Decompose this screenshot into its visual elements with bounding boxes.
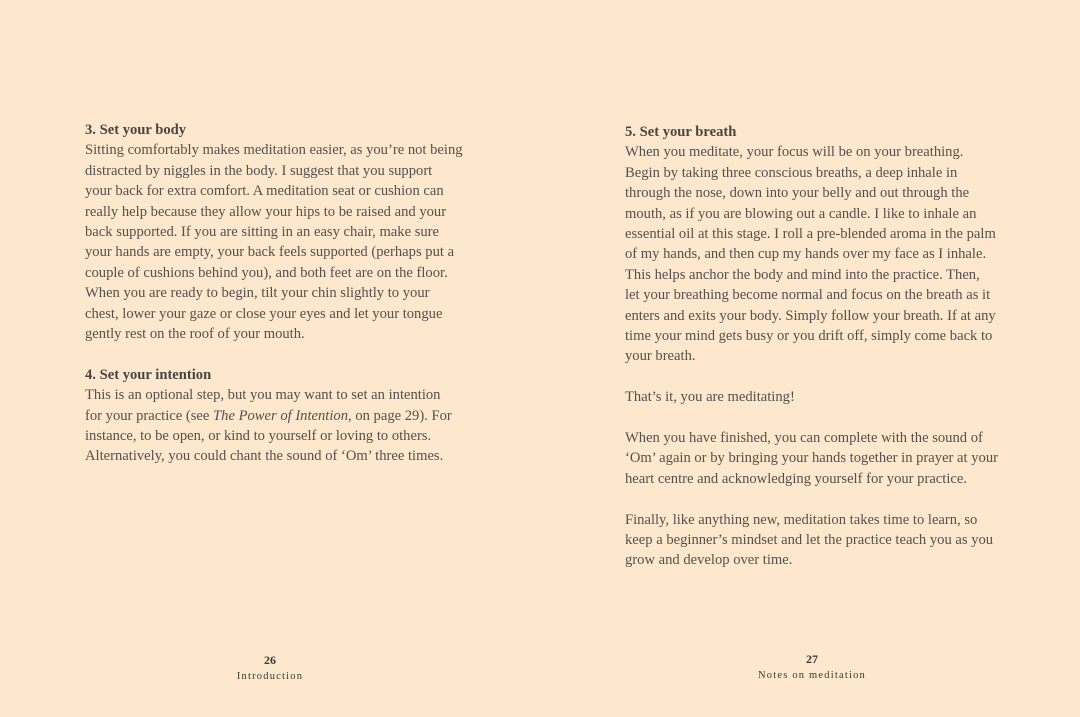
text-line: mouth, as if you are blowing out a candle. I like to inhale an [625,205,977,222]
paragraph-gap [625,367,1010,387]
text-line: couple of cushions behind you), and both feet are on the floor. [85,264,448,281]
left-page-footer [170,653,370,685]
page-number: 26 [264,653,276,667]
set-your-breath-paragraph [625,142,1010,366]
text-line: really help because they allow your hips to be raised and your [85,203,447,220]
finally-paragraph [625,510,1010,571]
finished-paragraph [625,428,1010,489]
text-line: your breath. [625,348,696,365]
text-line: Begin by taking three conscious breaths, a deep inhale in [625,164,958,181]
text-line: When you have finished, you can complete with the sound of [625,430,983,447]
text-line: When you meditate, your focus will be on your breathing. [625,144,964,161]
text-line: That’s it, you are meditating! [625,389,795,406]
text-line: When you are ready to begin, tilt your chin slightly to your [85,285,430,302]
text-line: instance, to be open, or kind to yourself or loving to others. [85,428,432,445]
text-line: essential oil at this stage. I roll a pre-blended aroma in the palm [625,226,996,243]
text-line: back supported. If you are sitting in an easy chair, make sure [85,224,440,241]
right-text-column [625,122,1010,571]
text-line: of my hands, and then cup my hands over my face as I inhale. [625,246,987,263]
text-line: Finally, like anything new, meditation takes time to learn, so [625,511,978,528]
text-line: chest, lower your gaze or close your eyes and let your tongue [85,305,443,322]
section-heading-set-your-breath: 5. Set your breath [625,124,737,140]
text-line: let your breathing become normal and focus on the breath as it [625,287,991,304]
text-line: Alternatively, you could chant the sound of ‘Om’ three times. [85,448,444,465]
text-line: grow and develop over time. [625,552,793,569]
section-heading-set-your-body: 3. Set your body [85,122,187,138]
section-heading-set-your-intention: 4. Set your intention [85,366,212,383]
set-your-intention-paragraph [85,385,470,467]
text-line: your back for extra comfort. A meditation seat or cushion can [85,183,444,200]
set-your-body-paragraph [85,140,470,344]
text-line [85,406,470,426]
text-line: enters and exits your body. Simply follow your breath. If at any [625,307,996,324]
text-line: time your mind gets busy or you drift off, simply come back to [625,328,993,345]
text-line: This helps anchor the body and mind into the practice. Then, [625,266,980,283]
text-line: gently rest on the roof of your mouth. [85,326,305,343]
text-fragment: for your practice (see [85,407,214,424]
running-footer-section: Introduction [236,671,304,682]
text-line: keep a beginner’s mindset and let the practice teach you as you [625,532,994,549]
text-line: distracted by niggles in the body. I suggest that you support [85,162,433,179]
right-page-footer [712,652,912,684]
text-line: Sitting comfortably makes meditation easier, as you’re not being [85,142,463,159]
text-line: your hands are empty, your back feels supported (perhaps put a [85,244,455,261]
book-title-reference: The Power of Intention [213,407,349,424]
text-fragment: , on page 29). For [348,407,452,424]
page-number: 27 [806,652,818,666]
text-line: through the nose, down into your belly and out through the [625,185,970,202]
running-footer-section: Notes on meditation [758,670,866,681]
meditating-paragraph [625,387,1010,407]
paragraph-gap [625,489,1010,509]
text-line: heart centre and acknowledging yourself for your practice. [625,470,967,487]
paragraph-gap [625,408,1010,428]
left-text-column [85,120,470,467]
paragraph-gap [85,344,470,364]
text-line: This is an optional step, but you may want to set an intention [85,387,441,404]
right-page [540,0,1080,717]
text-line: ‘Om’ again or by bringing your hands together in prayer at your [625,450,998,467]
